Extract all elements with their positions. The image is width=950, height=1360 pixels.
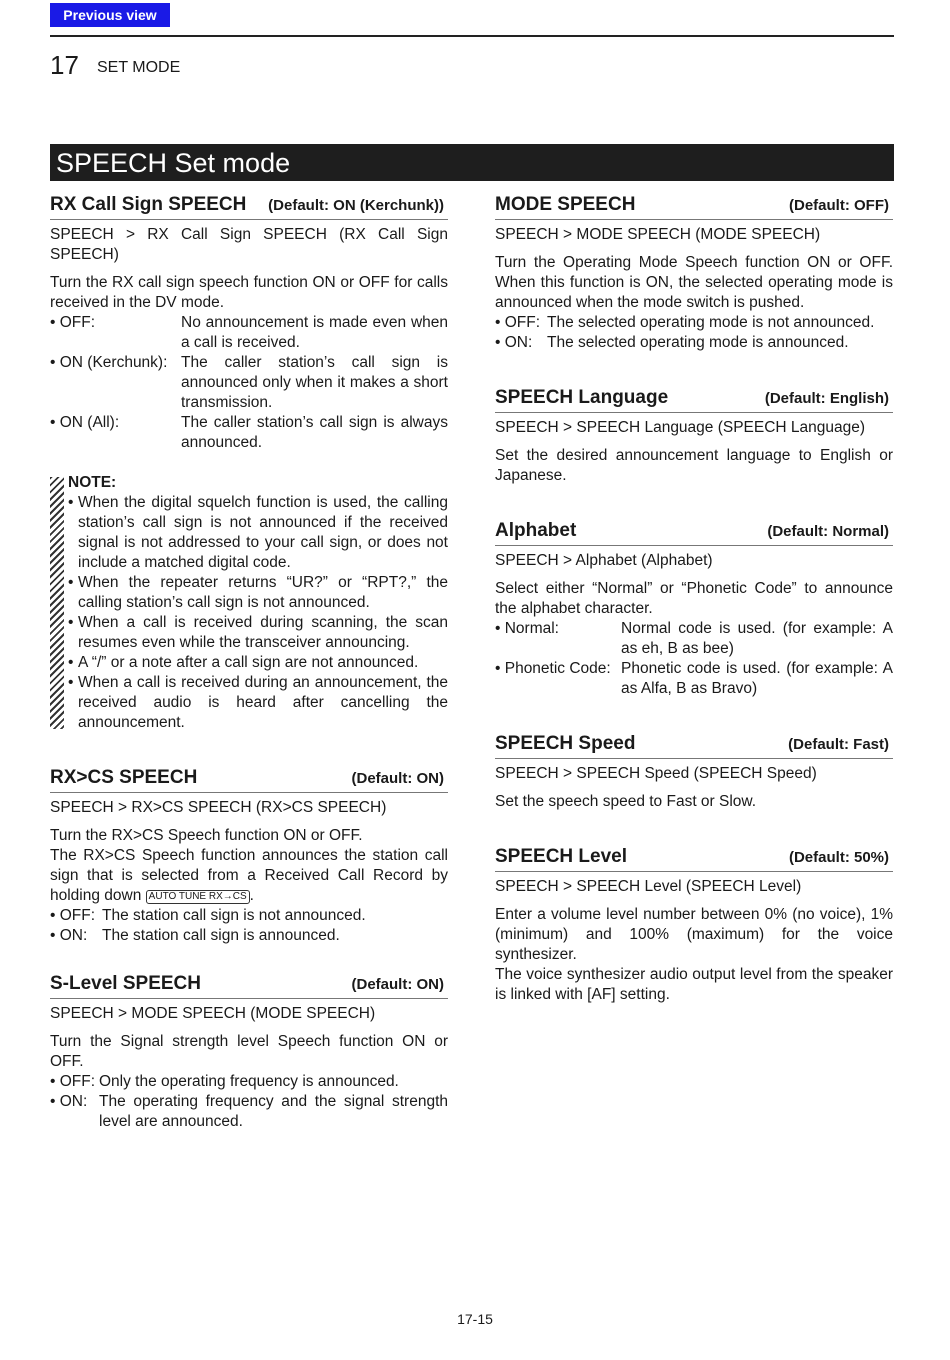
note-stripe: [50, 477, 64, 729]
section-heading: [50, 193, 448, 220]
section-title: RX>CS SPEECH: [50, 767, 198, 788]
mode-speech-section: [495, 193, 893, 353]
section-title: MODE SPEECH: [495, 194, 636, 215]
section-default: (Default: OFF): [789, 197, 889, 214]
note-item: • When a call is received during an announcement, the received audio is heard after cancelling the announcement.: [68, 674, 448, 731]
section-default: (Default: English): [764, 390, 889, 407]
option-label: • ON (Kerchunk):: [50, 354, 168, 371]
section-default: (Default: 50%): [788, 849, 889, 866]
option-label: • OFF:: [50, 1073, 96, 1090]
option-text: The selected operating mode is not announced.: [547, 314, 875, 331]
option-item: [50, 353, 448, 413]
section-default: (Default: Normal): [767, 523, 889, 540]
section-description: Turn the RX>CS Speech function ON or OFF.: [50, 827, 363, 844]
option-label: • OFF:: [50, 314, 96, 331]
note-box: [50, 473, 448, 733]
note-text: When the digital squelch function is used, the calling station’s call sign is not announced if the received signal is not addressed to your call sign, or does not include a matched digital code.: [78, 494, 448, 571]
option-text: Only the operating frequency is announced.: [99, 1073, 399, 1090]
option-label: • ON:: [50, 1093, 88, 1110]
chapter-title: SET MODE: [97, 59, 181, 76]
left-column: [50, 193, 448, 1132]
header-rule: [50, 35, 894, 37]
section-heading: [495, 193, 893, 220]
note-item: • When a call is received during scanning, the scan resumes even while the transceiver announcing.: [68, 614, 448, 651]
option-item: [495, 619, 893, 659]
section-title: SPEECH Speed: [495, 733, 636, 754]
speed-section: [495, 732, 893, 812]
section-title: S-Level SPEECH: [50, 973, 201, 994]
section-description: Set the desired announcement language to English or Japanese.: [495, 447, 893, 484]
note-item: • A “/” or a note after a call sign are not announced.: [68, 653, 448, 673]
section-heading: [495, 519, 893, 546]
option-text: The caller station’s call sign is always announced.: [181, 414, 448, 451]
chapter-number: 17: [50, 50, 79, 80]
section-title: SPEECH Language: [495, 387, 669, 408]
option-label: • OFF:: [495, 314, 541, 331]
section-heading: [495, 386, 893, 413]
previous-view-button[interactable]: Previous view: [50, 3, 170, 27]
menu-path: SPEECH > RX>CS SPEECH (RX>CS SPEECH): [50, 799, 387, 816]
option-label: • Normal:: [495, 620, 559, 637]
option-item: [50, 413, 448, 453]
option-item: [50, 906, 448, 926]
option-text: No announcement is made even when a call is received.: [181, 314, 448, 351]
section-heading: [50, 766, 448, 793]
option-label: • ON:: [50, 927, 88, 944]
section-title: Alphabet: [495, 520, 577, 541]
menu-path: SPEECH > SPEECH Speed (SPEECH Speed): [495, 765, 817, 782]
option-label: • ON (All):: [50, 414, 120, 431]
section-heading: [495, 732, 893, 759]
menu-path: SPEECH > MODE SPEECH (MODE SPEECH): [50, 1005, 376, 1022]
section-description: Set the speech speed to Fast or Slow.: [495, 793, 757, 810]
auto-tune-key-icon: AUTO TUNE RX→CS: [146, 890, 250, 904]
section-description: Turn the RX call sign speech function ON or OFF for calls received in the DV mode.: [50, 274, 448, 311]
option-item: [50, 313, 448, 353]
option-label: • Phonetic Code:: [495, 660, 611, 677]
right-column: [495, 193, 893, 1005]
menu-path: SPEECH > MODE SPEECH (MODE SPEECH): [495, 226, 821, 243]
note-item: • When the digital squelch function is used, the calling station’s call sign is not announced if the received signal is not addressed to your call sign, or does not include a matched digital code.: [68, 494, 448, 571]
option-item: [495, 313, 893, 333]
option-text: The station call sign is not announced.: [102, 907, 366, 924]
section-banner: [50, 144, 894, 181]
section-default: (Default: Fast): [788, 736, 889, 753]
rxcs-section: [50, 766, 448, 946]
option-item: [495, 333, 893, 353]
alphabet-section: [495, 519, 893, 699]
section-description: Select either “Normal” or “Phonetic Code” to announce the alphabet character.: [495, 580, 893, 617]
section-description: The voice synthesizer audio output level from the speaker is linked with [AF] setting.: [495, 966, 893, 1003]
option-text: The station call sign is announced.: [102, 927, 340, 944]
section-default: (Default: ON (Kerchunk)): [268, 197, 444, 214]
section-description: Turn the Signal strength level Speech function ON or OFF.: [50, 1033, 448, 1070]
note-text: When a call is received during scanning, the scan resumes even while the transceiver announcing.: [78, 614, 448, 651]
menu-path: SPEECH > SPEECH Language (SPEECH Language): [495, 419, 866, 436]
option-text: Phonetic code is used. (for example: A as Alfa, B as Bravo): [621, 660, 893, 697]
option-label: • ON:: [495, 334, 533, 351]
option-text: Normal code is used. (for example: A as eh, B as bee): [621, 620, 893, 657]
option-item: [50, 1092, 448, 1132]
section-title: SPEECH Level: [495, 846, 627, 867]
section-description: [50, 846, 448, 906]
note-text: When a call is received during an announcement, the received audio is heard after cancelling the announcement.: [78, 674, 448, 731]
note-text: A “/” or a note after a call sign are not announced.: [78, 654, 419, 671]
page-number: 17-15: [457, 1311, 493, 1327]
language-section: [495, 386, 893, 486]
menu-path: SPEECH > SPEECH Level (SPEECH Level): [495, 878, 802, 895]
s-level-section: [50, 972, 448, 1132]
section-default: (Default: ON): [351, 770, 444, 787]
option-text: The operating frequency and the signal strength level are announced.: [99, 1093, 448, 1130]
option-item: [495, 659, 893, 699]
option-item: [50, 926, 448, 946]
option-label: • OFF:: [50, 907, 96, 924]
section-description: Enter a volume level number between 0% (no voice), 1% (minimum) and 100% (maximum) for the voice synthesizer.: [495, 906, 893, 963]
menu-path: SPEECH > RX Call Sign SPEECH (RX Call Sign SPEECH): [50, 226, 448, 263]
note-title: NOTE:: [68, 474, 117, 491]
section-default: (Default: ON): [351, 976, 444, 993]
rx-call-sign-section: [50, 193, 448, 733]
note-text: When the repeater returns “UR?” or “RPT?,” the calling station’s call sign is not announced.: [78, 574, 448, 611]
option-text: The caller station’s call sign is announced only when it makes a short transmission.: [181, 354, 448, 411]
description-text: The RX>CS Speech function announces the station call sign that is selected from a Received Call Record by holding down: [50, 847, 448, 904]
banner-title: SPEECH Set mode: [56, 148, 291, 178]
section-title: RX Call Sign SPEECH: [50, 194, 247, 215]
section-heading: [495, 845, 893, 872]
menu-path: SPEECH > Alphabet (Alphabet): [495, 552, 713, 569]
description-end: .: [249, 887, 254, 904]
section-description: Turn the Operating Mode Speech function ON or OFF. When this function is ON, the selected operating mode is announced when the mode switch is pushed.: [495, 254, 893, 311]
option-item: [50, 1072, 448, 1092]
level-section: [495, 845, 893, 1005]
note-item: • When the repeater returns “UR?” or “RPT?,” the calling station’s call sign is not announced.: [68, 574, 448, 611]
section-heading: [50, 972, 448, 999]
option-text: The selected operating mode is announced.: [547, 334, 849, 351]
